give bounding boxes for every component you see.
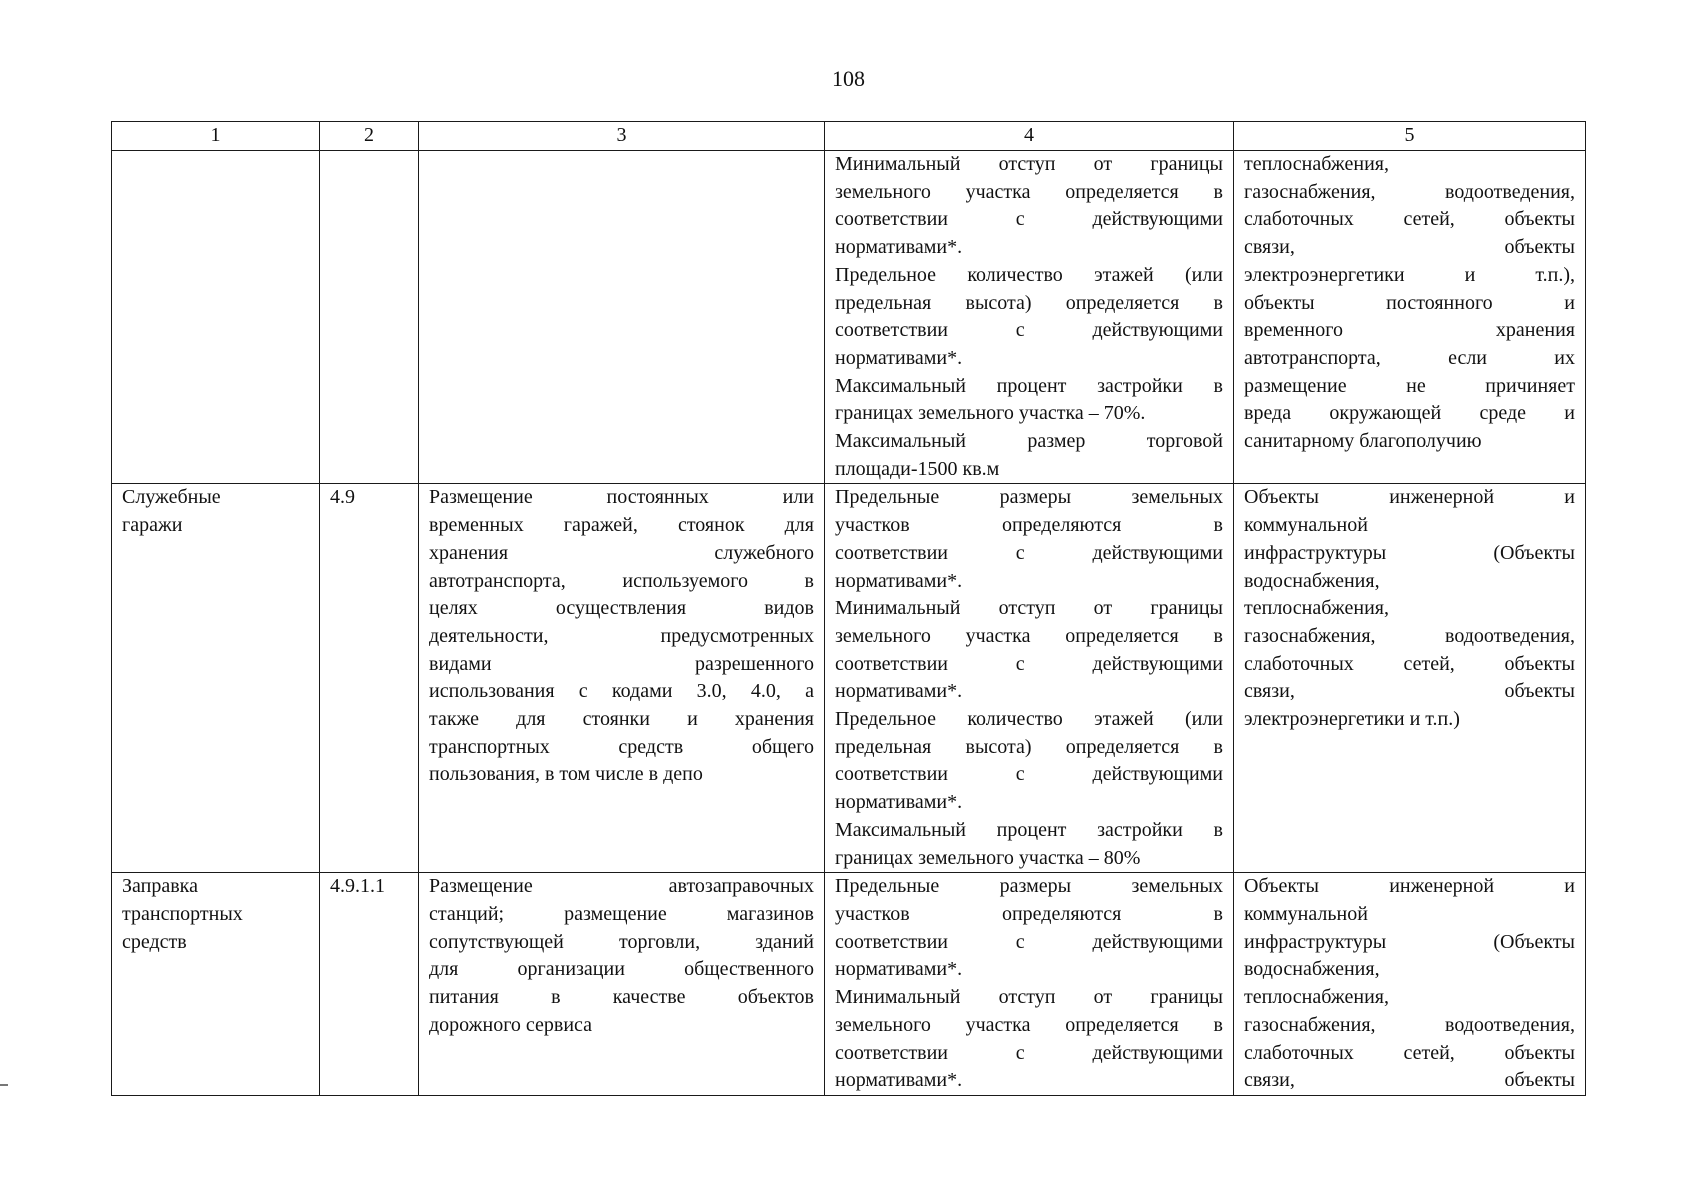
cell-objects [1234, 151, 1586, 484]
cell-parameters [825, 484, 1234, 873]
cell-line: для организации общественного [429, 958, 814, 981]
scan-edge-mark [0, 1084, 8, 1086]
cell-line: теплоснабжения, [1244, 986, 1389, 1009]
cell-line: теплоснабжения, [1244, 597, 1389, 620]
cell-line: теплоснабжения, [1244, 153, 1389, 175]
cell-line: газоснабжения, водоотведения, [1244, 1013, 1575, 1036]
cell-line: Объекты инженерной и [1244, 875, 1575, 898]
cell-line: 4.9.1.1 [330, 875, 385, 898]
cell-line: границах земельного участка – 70%. [835, 402, 1146, 425]
cell-line: земельного участка определяется в [835, 624, 1223, 647]
cell-line: связи, объекты [1244, 680, 1575, 703]
cell-line: связи, объекты [1244, 1069, 1575, 1092]
cell-line: пользования, в том числе в депо [429, 763, 703, 786]
cell-line: Минимальный отступ от границы [835, 153, 1223, 175]
cell-line: использования с кодами 3.0, 4.0, а [429, 680, 814, 703]
cell-objects [1234, 873, 1586, 1096]
cell-line: видами разрешенного [429, 652, 814, 675]
cell-line: соответствии с действующими [835, 1041, 1223, 1064]
cell-line: нормативами*. [835, 569, 963, 592]
cell-line: связи, объекты [1244, 236, 1575, 259]
cell-line: соответствии с действующими [835, 319, 1223, 342]
cell-description [419, 484, 825, 873]
cell-line: транспортных [122, 902, 243, 925]
cell-line: водоснабжения, [1244, 958, 1380, 981]
cell-use-name [112, 151, 320, 484]
cell-line: 4.9 [330, 486, 355, 509]
cell-line: Максимальный процент застройки в [835, 818, 1223, 841]
cell-parameters [825, 151, 1234, 484]
cell-line: слаботочных сетей, объекты [1244, 208, 1575, 231]
cell-line: Служебные [122, 486, 221, 509]
cell-line: площади-1500 кв.м [835, 457, 1000, 480]
cell-use-code [320, 873, 419, 1096]
table-row [112, 873, 1586, 1096]
cell-line: санитарному благополучию [1244, 430, 1482, 453]
cell-line: Объекты инженерной и [1244, 486, 1575, 509]
cell-line: Предельные размеры земельных [835, 875, 1223, 898]
table-row [112, 151, 1586, 484]
cell-line: транспортных средств общего [429, 735, 814, 758]
cell-line: нормативами*. [835, 958, 963, 981]
cell-line: участков определяются в [835, 514, 1223, 537]
header-col-4: 4 [825, 122, 1234, 151]
page-number: 108 [832, 66, 865, 91]
cell-line: границах земельного участка – 80% [835, 846, 1141, 869]
cell-description [419, 873, 825, 1096]
cell-line: объекты постоянного и [1244, 291, 1575, 314]
cell-use-name [112, 484, 320, 873]
cell-line: питания в качестве объектов [429, 986, 814, 1009]
cell-line: соответствии с действующими [835, 541, 1223, 564]
cell-line: хранения служебного [429, 541, 814, 564]
cell-line: предельная высота) определяется в [835, 291, 1223, 314]
cell-line: инфраструктуры (Объекты [1244, 930, 1575, 953]
cell-line: размещение не причиняет [1244, 374, 1575, 397]
cell-line: слаботочных сетей, объекты [1244, 1041, 1575, 1064]
cell-line: коммунальной [1244, 514, 1368, 537]
cell-line: соответствии с действующими [835, 763, 1223, 786]
cell-line: Минимальный отступ от границы [835, 986, 1223, 1009]
cell-line: автотранспорта, если их [1244, 346, 1575, 369]
land-use-table [111, 121, 1586, 1096]
cell-use-code [320, 151, 419, 484]
cell-line: Предельное количество этажей (или [835, 708, 1223, 731]
header-col-5: 5 [1234, 122, 1586, 151]
cell-line: временного хранения [1244, 319, 1575, 342]
cell-line: нормативами*. [835, 1069, 963, 1092]
cell-line: вреда окружающей среде и [1244, 402, 1575, 425]
cell-line: слаботочных сетей, объекты [1244, 652, 1575, 675]
cell-line: водоснабжения, [1244, 569, 1380, 592]
cell-line: Предельное количество этажей (или [835, 263, 1223, 286]
cell-line: электроэнергетики и т.п.) [1244, 708, 1460, 731]
cell-line: деятельности, предусмотренных [429, 624, 814, 647]
cell-line: соответствии с действующими [835, 208, 1223, 231]
cell-line: сопутствующей торговли, зданий [429, 930, 814, 953]
cell-line: газоснабжения, водоотведения, [1244, 624, 1575, 647]
cell-line: гаражи [122, 514, 183, 537]
cell-line: коммунальной [1244, 902, 1368, 925]
cell-line: Максимальный размер торговой [835, 430, 1223, 453]
cell-line: Размещение постоянных или [429, 486, 814, 509]
cell-line: Заправка [122, 875, 198, 898]
cell-line: земельного участка определяется в [835, 180, 1223, 203]
cell-line: нормативами*. [835, 791, 963, 814]
cell-line: Предельные размеры земельных [835, 486, 1223, 509]
header-col-2: 2 [320, 122, 419, 151]
cell-line: целях осуществления видов [429, 597, 814, 620]
header-col-3: 3 [419, 122, 825, 151]
cell-line: соответствии с действующими [835, 652, 1223, 675]
cell-line: также для стоянки и хранения [429, 708, 814, 731]
cell-line: Минимальный отступ от границы [835, 597, 1223, 620]
cell-line: нормативами*. [835, 236, 963, 259]
cell-line: Размещение автозаправочных [429, 875, 814, 898]
cell-line: соответствии с действующими [835, 930, 1223, 953]
cell-line: инфраструктуры (Объекты [1244, 541, 1575, 564]
cell-line: нормативами*. [835, 346, 963, 369]
cell-line: нормативами*. [835, 680, 963, 703]
cell-line: средств [122, 930, 187, 953]
cell-line: станций; размещение магазинов [429, 902, 814, 925]
cell-line: дорожного сервиса [429, 1013, 593, 1036]
header-col-1: 1 [112, 122, 320, 151]
cell-line: Максимальный процент застройки в [835, 374, 1223, 397]
cell-parameters [825, 873, 1234, 1096]
cell-description [419, 151, 825, 484]
table-body [112, 151, 1586, 1096]
cell-line: временных гаражей, стоянок для [429, 514, 814, 537]
cell-objects [1234, 484, 1586, 873]
cell-line: предельная высота) определяется в [835, 735, 1223, 758]
cell-line: автотранспорта, используемого в [429, 569, 814, 592]
cell-line: участков определяются в [835, 902, 1223, 925]
cell-line: электроэнергетики и т.п.), [1244, 263, 1575, 286]
header-row [112, 122, 1586, 151]
cell-line: земельного участка определяется в [835, 1013, 1223, 1036]
table-row [112, 484, 1586, 873]
cell-use-code [320, 484, 419, 873]
cell-use-name [112, 873, 320, 1096]
cell-line: газоснабжения, водоотведения, [1244, 180, 1575, 203]
